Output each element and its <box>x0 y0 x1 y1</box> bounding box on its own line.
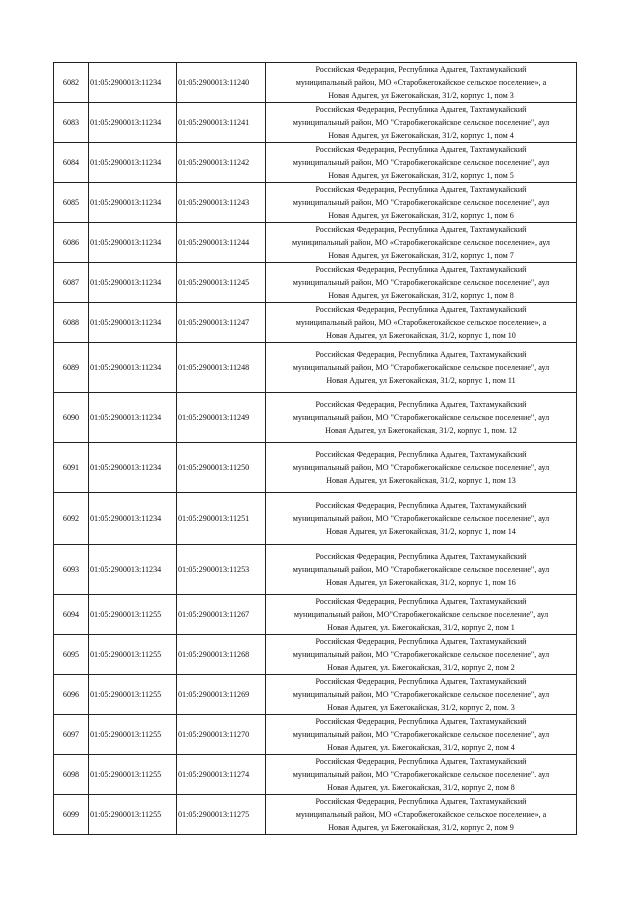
cadastral-number-parent: 01:05:2900013:11234 <box>89 103 177 143</box>
cadastral-number-parent: 01:05:2900013:11255 <box>89 755 177 795</box>
table-row <box>54 223 577 263</box>
address-cell <box>266 303 577 343</box>
address-line: муниципальный район, МО «Старобжегокайское сельское поселение», а <box>295 810 547 819</box>
address-line: Новая Адыгея, ул Бжегокайская, 31/2, корпус 1, пом 14 <box>326 527 516 536</box>
address-line: Новая Адыгея, ул Бжегокайская, 31/2, корпус 1, пом 7 <box>328 251 514 260</box>
cadastral-number: 01:05:2900013:11241 <box>177 103 266 143</box>
table-row <box>54 493 577 545</box>
row-number: 6092 <box>54 493 89 545</box>
row-number: 6085 <box>54 183 89 223</box>
row-number: 6095 <box>54 635 89 675</box>
address-cell <box>266 393 577 443</box>
cadastral-number-parent: 01:05:2900013:11255 <box>89 795 177 835</box>
cadastral-number-parent: 01:05:2900013:11255 <box>89 715 177 755</box>
address-line: Российская Федерация, Республика Адыгея, Тахтамукайский <box>315 450 527 459</box>
address-cell <box>266 595 577 635</box>
address-line: муниципальный район, МО "Старобжегокайское сельское поселение", аул <box>292 198 550 207</box>
cadastral-number-parent: 01:05:2900013:11234 <box>89 143 177 183</box>
row-number: 6094 <box>54 595 89 635</box>
address-line: муниципальный район, МО "Старобжегокайское сельское поселение", аул <box>292 118 550 127</box>
address-line: муниципальный район, МО "Старобжегокайское сельское поселение", аул <box>292 565 550 574</box>
address-cell <box>266 343 577 393</box>
address-cell <box>266 143 577 183</box>
row-number: 6087 <box>54 263 89 303</box>
address-line: муниципальный район, МО "Старобжегокайское сельское поселение", аул <box>292 514 550 523</box>
address-line: Российская Федерация, Республика Адыгея, Тахтамукайский <box>315 65 527 74</box>
address-line: Новая Адыгея, ул Бжегокайская, 31/2, корпус 1, пом 3 <box>328 91 514 100</box>
cadastral-number-parent: 01:05:2900013:11234 <box>89 263 177 303</box>
address-cell <box>266 675 577 715</box>
cadastral-number: 01:05:2900013:11242 <box>177 143 266 183</box>
row-number: 6086 <box>54 223 89 263</box>
row-number: 6088 <box>54 303 89 343</box>
cadastral-number: 01:05:2900013:11275 <box>177 795 266 835</box>
address-cell <box>266 635 577 675</box>
address-line: Новая Адыгея, ул Бжегокайская, 31/2, корпус 2, пом. 3 <box>327 703 515 712</box>
address-cell <box>266 183 577 223</box>
address-line: Российская Федерация, Республика Адыгея, Тахтамукайский <box>315 637 527 646</box>
cadastral-number: 01:05:2900013:11250 <box>177 443 266 493</box>
address-line: Новая Адыгея, ул. Бжегокайская, 31/2, корпус 2, пом 2 <box>327 663 515 672</box>
cadastral-number: 01:05:2900013:11253 <box>177 545 266 595</box>
table-row <box>54 635 577 675</box>
address-line: муниципальный район, МО "Старобжегокайское сельское поселение", аул <box>292 690 550 699</box>
address-cell <box>266 755 577 795</box>
row-number: 6090 <box>54 393 89 443</box>
address-line: муниципальный район, МО «Старобжегокайское сельское поселение», аул <box>292 238 550 247</box>
address-line: Новая Адыгея, ул. Бжегокайская, 31/2, корпус 2, пом 8 <box>327 783 515 792</box>
cadastral-number: 01:05:2900013:11268 <box>177 635 266 675</box>
table-row <box>54 103 577 143</box>
address-line: Российская Федерация, Республика Адыгея, Тахтамукайский <box>315 265 527 274</box>
address-line: Новая Адыгея, ул. Бжегокайская, 31/2, корпус 2, пом 1 <box>327 623 515 632</box>
address-cell <box>266 443 577 493</box>
registry-table-body <box>54 63 577 835</box>
address-line: Новая Адыгея, ул Бжегокайская, 31/2, корпус 1, пом 13 <box>326 476 516 485</box>
cadastral-number: 01:05:2900013:11244 <box>177 223 266 263</box>
cadastral-number-parent: 01:05:2900013:11255 <box>89 635 177 675</box>
cadastral-number: 01:05:2900013:11248 <box>177 343 266 393</box>
address-line: Российская Федерация, Республика Адыгея, Тахтамукайский <box>315 597 527 606</box>
address-line: Российская Федерация, Республика Адыгея, Тахтамукайский <box>315 400 527 409</box>
address-cell <box>266 493 577 545</box>
cadastral-number: 01:05:2900013:11251 <box>177 493 266 545</box>
cadastral-number-parent: 01:05:2900013:11234 <box>89 63 177 103</box>
cadastral-number: 01:05:2900013:11243 <box>177 183 266 223</box>
table-row <box>54 263 577 303</box>
cadastral-number: 01:05:2900013:11274 <box>177 755 266 795</box>
cadastral-number: 01:05:2900013:11267 <box>177 595 266 635</box>
row-number: 6083 <box>54 103 89 143</box>
address-line: Российская Федерация, Республика Адыгея, Тахтамукайский <box>315 305 527 314</box>
cadastral-number: 01:05:2900013:11269 <box>177 675 266 715</box>
cadastral-number-parent: 01:05:2900013:11234 <box>89 493 177 545</box>
cadastral-number-parent: 01:05:2900013:11234 <box>89 393 177 443</box>
table-row <box>54 595 577 635</box>
cadastral-number-parent: 01:05:2900013:11255 <box>89 595 177 635</box>
row-number: 6096 <box>54 675 89 715</box>
address-line: Российская Федерация, Республика Адыгея, Тахтамукайский <box>315 717 527 726</box>
cadastral-number-parent: 01:05:2900013:11234 <box>89 343 177 393</box>
address-line: муниципальный район, МО "Старобжегокайское сельское поселение", аул <box>292 278 550 287</box>
address-line: Новая Адыгея, ул Бжегокайская, 31/2, корпус 1, пом 11 <box>326 376 516 385</box>
table-row <box>54 63 577 103</box>
address-line: муниципальный район, МО «Старобжегокайское сельское поселение», а <box>295 78 547 87</box>
address-line: муниципальный район, МО "Старобжегокайское сельское поселение", аул <box>292 650 550 659</box>
address-line: Российская Федерация, Республика Адыгея, Тахтамукайский <box>315 677 527 686</box>
cadastral-number: 01:05:2900013:11247 <box>177 303 266 343</box>
address-line: муниципальный район, МО "Старобжегокайское сельское поселение", аул <box>292 158 550 167</box>
address-line: Новая Адыгея, ул Бжегокайская, 31/2, корпус 1, пом. 12 <box>325 426 517 435</box>
row-number: 6084 <box>54 143 89 183</box>
address-cell <box>266 223 577 263</box>
cadastral-number-parent: 01:05:2900013:11234 <box>89 183 177 223</box>
row-number: 6099 <box>54 795 89 835</box>
address-line: Новая Адыгея, ул. Бжегокайская, 31/2, корпус 2, пом 4 <box>327 743 515 752</box>
address-line: муниципальный район, МО "Старобжегокайское сельское поселение", аул <box>292 730 550 739</box>
address-line: Российская Федерация, Республика Адыгея, Тахтамукайский <box>315 225 527 234</box>
address-line: Российская Федерация, Республика Адыгея, Тахтамукайский <box>315 145 527 154</box>
address-line: муниципальный район, МО "Старобжегокайское сельское поселение". аул <box>292 770 550 779</box>
address-line: муниципальный район, МО «Старобжегокайское сельское поселение», а <box>295 318 547 327</box>
address-cell <box>266 715 577 755</box>
cadastral-number: 01:05:2900013:11240 <box>177 63 266 103</box>
address-line: Российская Федерация, Республика Адыгея, Тахтамукайский <box>315 350 527 359</box>
table-row <box>54 795 577 835</box>
address-line: Новая Адыгея, ул Бжегокайская, 31/2, корпус 2, пом 9 <box>328 823 514 832</box>
address-cell <box>266 263 577 303</box>
cadastral-number-parent: 01:05:2900013:11234 <box>89 303 177 343</box>
cadastral-number-parent: 01:05:2900013:11234 <box>89 223 177 263</box>
cadastral-number: 01:05:2900013:11249 <box>177 393 266 443</box>
address-line: Российская Федерация, Республика Адыгея, Тахтамукайский <box>315 185 527 194</box>
address-line: Новая Адыгея, ул Бжегокайская, 31/2, корпус 1, пом 6 <box>328 211 514 220</box>
row-number: 6082 <box>54 63 89 103</box>
address-line: Новая Адыгея, ул Бжегокайская, 31/2, корпус 1, пом 10 <box>326 331 516 340</box>
cadastral-number: 01:05:2900013:11270 <box>177 715 266 755</box>
table-row <box>54 715 577 755</box>
address-line: Российская Федерация, Республика Адыгея, Тахтамукайский <box>315 757 527 766</box>
address-line: Новая Адыгея, ул Бжегокайская, 31/2, корпус 1, пом 8 <box>328 291 514 300</box>
row-number: 6089 <box>54 343 89 393</box>
address-line: Российская Федерация, Республика Адыгея, Тахтамукайский <box>315 552 527 561</box>
registry-table <box>53 62 577 835</box>
cadastral-number-parent: 01:05:2900013:11234 <box>89 443 177 493</box>
table-row <box>54 143 577 183</box>
row-number: 6098 <box>54 755 89 795</box>
table-row <box>54 183 577 223</box>
address-line: муниципальный район, МО "Старобжегокайское сельское поселение", аул <box>292 363 550 372</box>
address-cell <box>266 795 577 835</box>
address-cell <box>266 63 577 103</box>
cadastral-number-parent: 01:05:2900013:11234 <box>89 545 177 595</box>
table-row <box>54 393 577 443</box>
address-line: Российская Федерация, Республика Адыгея, Тахтамукайский <box>315 501 527 510</box>
table-row <box>54 443 577 493</box>
address-line: Новая Адыгея, ул Бжегокайская, 31/2, корпус 1, пом 4 <box>328 131 514 140</box>
table-row <box>54 675 577 715</box>
table-row <box>54 303 577 343</box>
row-number: 6093 <box>54 545 89 595</box>
cadastral-number-parent: 01:05:2900013:11255 <box>89 675 177 715</box>
address-line: муниципальный район, МО "Старобжегокайское сельское поселение", аул <box>292 463 550 472</box>
cadastral-number: 01:05:2900013:11245 <box>177 263 266 303</box>
address-line: Новая Адыгея, ул Бжегокайская, 31/2, корпус 1, пом 5 <box>328 171 514 180</box>
address-cell <box>266 545 577 595</box>
table-row <box>54 755 577 795</box>
address-line: Российская Федерация, Республика Адыгея, Тахтамукайский <box>315 105 527 114</box>
address-line: муниципальный район, МО "Старобжегокайское сельское поселение", аул <box>292 413 550 422</box>
address-line: муниципальный район, МО"Старобжегокайское сельское поселение", аул <box>293 610 549 619</box>
address-line: Российская Федерация, Республика Адыгея, Тахтамукайский <box>315 797 527 806</box>
address-cell <box>266 103 577 143</box>
table-row <box>54 343 577 393</box>
address-line: Новая Адыгея, ул Бжегокайская, 31/2, корпус 1, пом 16 <box>326 578 516 587</box>
table-row <box>54 545 577 595</box>
row-number: 6091 <box>54 443 89 493</box>
row-number: 6097 <box>54 715 89 755</box>
